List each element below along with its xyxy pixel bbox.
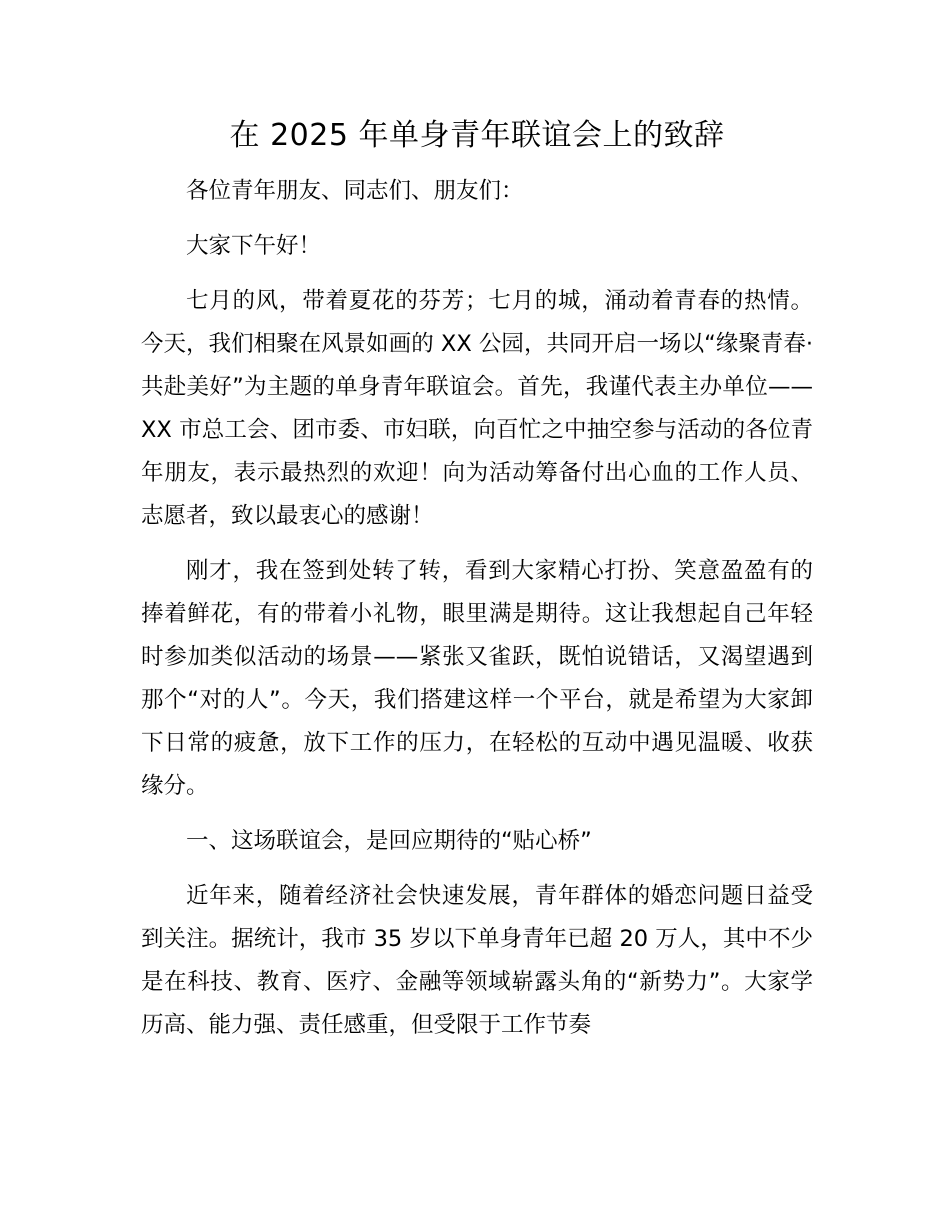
document-title: 在 2025 年单身青年联谊会上的致辞 bbox=[229, 118, 725, 153]
welcome-paragraph: 七月的风，带着夏花的芬芳；七月的城，涌动着青春的热情。今天，我们相聚在风景如画的 XX 公园，共同开启一场以“缘聚青春·共赴美好”为主题的单身青年联谊会。首先，我谨代表主办单位——XX 市总工会、团市委、市妇联，向百忙之中抽空参与活动的各位青年朋友，表示最热烈的欢迎！向为活动筹备付出心血的工作人员、志愿者，致以最衷心的感谢！ bbox=[141, 288, 813, 529]
document-body bbox=[141, 112, 813, 1047]
greeting-paragraph: 大家下午好！ bbox=[186, 233, 322, 259]
statistics-paragraph: 近年来，随着经济社会快速发展，青年群体的婚恋问题日益受到关注。据统计，我市 35 岁以下单身青年已超 20 万人，其中不少是在科技、教育、医疗、金融等领域崭露头角的“新势力”。大家学历高、能力强、责任感重，但受限于工作节奏 bbox=[141, 883, 813, 1038]
salutation-paragraph: 各位青年朋友、同志们、朋友们： bbox=[186, 178, 524, 204]
section-heading: 一、这场联谊会，是回应期待的“贴心桥” bbox=[186, 828, 592, 854]
signin-paragraph: 刚才，我在签到处转了转，看到大家精心打扮、笑意盈盈有的捧着鲜花，有的带着小礼物，眼里满是期待。这让我想起自己年轻时参加类似活动的场景——紧张又雀跃，既怕说错话，又渴望遇到那个“对的人”。今天，我们搭建这样一个平台，就是希望为大家卸下日常的疲惫，放下工作的压力，在轻松的互动中遇见温暖、收获缘分。 bbox=[141, 558, 813, 799]
